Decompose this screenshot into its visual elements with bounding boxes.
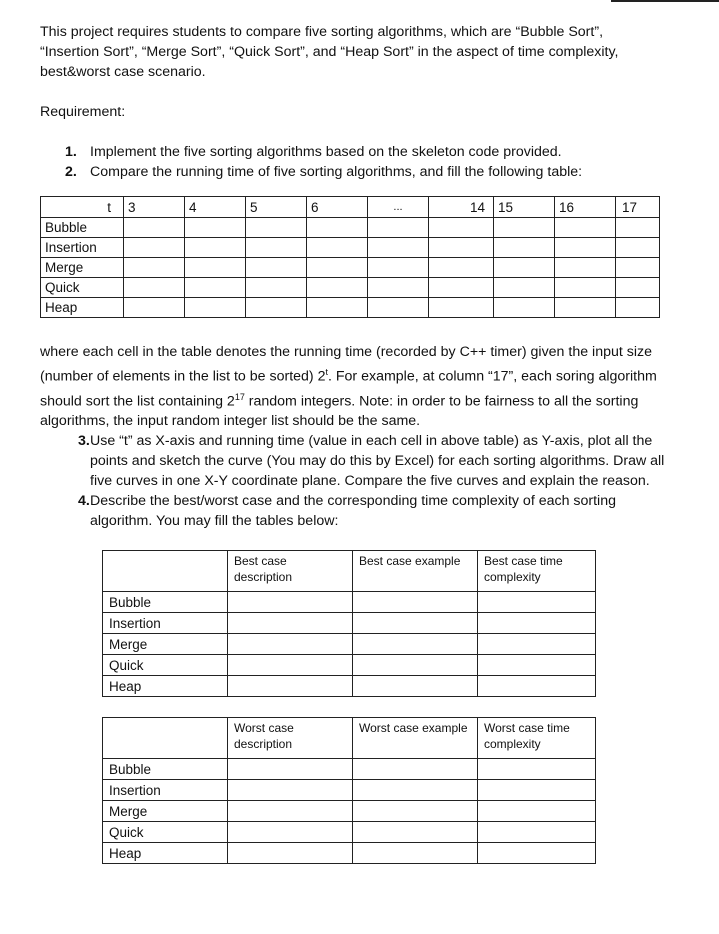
list-item (40, 491, 680, 531)
time-cell[interactable] (616, 258, 660, 278)
answer-cell[interactable] (228, 780, 353, 801)
time-cell[interactable] (307, 278, 368, 298)
worst-case-table (102, 717, 596, 864)
column-header: Worst case description (228, 718, 353, 759)
answer-cell[interactable] (478, 780, 596, 801)
answer-cell[interactable] (478, 592, 596, 613)
time-cell[interactable] (368, 298, 429, 318)
column-header: Best case example (353, 551, 478, 592)
time-cell[interactable] (494, 238, 555, 258)
table-row (103, 592, 596, 613)
answer-cell[interactable] (353, 843, 478, 864)
row-label: Insertion (103, 780, 228, 801)
time-cell[interactable] (246, 278, 307, 298)
time-cell[interactable] (494, 278, 555, 298)
best-case-table (102, 550, 596, 697)
list-number: 1. (65, 144, 77, 160)
list-text: Implement the five sorting algorithms based on the skeleton code provided. (90, 144, 562, 160)
time-cell[interactable] (616, 238, 660, 258)
column-header: Best case time complexity (478, 551, 596, 592)
paragraph-text: where each cell in the table denotes the running time (recorded by C++ timer) given the input size (number of elements in the list to be sorted) 2 (40, 344, 652, 385)
answer-cell[interactable] (353, 780, 478, 801)
answer-cell[interactable] (478, 801, 596, 822)
top-rule (611, 0, 719, 2)
requirement-list (40, 142, 680, 182)
column-header: Best case description (228, 551, 353, 592)
time-cell[interactable] (555, 278, 616, 298)
table-row (41, 298, 660, 318)
time-cell[interactable] (185, 298, 246, 318)
answer-cell[interactable] (353, 676, 478, 697)
table-row (103, 822, 596, 843)
row-label: Merge (103, 801, 228, 822)
list-text: Describe the best/worst case and the corresponding time complexity of each sorting algorithm. You may fill the tables below: (90, 493, 616, 530)
paragraph-text: random integers. Note: in order to be fairness to all the sorting algorithms, the input random integer list should be the same. (40, 393, 639, 430)
answer-cell[interactable] (228, 759, 353, 780)
time-cell[interactable] (124, 298, 185, 318)
answer-cell[interactable] (228, 801, 353, 822)
time-cell[interactable] (494, 258, 555, 278)
column-header: 17 (616, 197, 660, 218)
empty-header-cell (103, 718, 228, 759)
document-page (40, 22, 680, 864)
table-row (103, 613, 596, 634)
column-header: 15 (494, 197, 555, 218)
column-header: 6 (307, 197, 368, 218)
table-row (41, 238, 660, 258)
table-row (41, 278, 660, 298)
time-cell[interactable] (185, 218, 246, 238)
answer-cell[interactable] (478, 655, 596, 676)
requirement-heading: Requirement: (40, 104, 126, 120)
answer-cell[interactable] (353, 613, 478, 634)
table-header-row (103, 551, 596, 592)
t-label-cell: t (41, 197, 124, 218)
time-cell[interactable] (555, 218, 616, 238)
time-cell[interactable] (368, 258, 429, 278)
exponent-t: t (325, 367, 328, 377)
answer-cell[interactable] (353, 655, 478, 676)
time-cell[interactable] (368, 278, 429, 298)
answer-cell[interactable] (478, 822, 596, 843)
time-cell[interactable] (185, 258, 246, 278)
time-cell[interactable] (616, 218, 660, 238)
row-label: Quick (103, 655, 228, 676)
time-cell[interactable] (246, 298, 307, 318)
row-label: Heap (103, 676, 228, 697)
list-text: Use “t” as X-axis and running time (value in each cell in above table) as Y-axis, plot all the points and sketch the curve (You may do this by Excel) for each sorting algorithms. Draw all five curves in one X-Y coordinate plane. Compare the five curves and explain the reason. (90, 433, 665, 490)
time-cell[interactable] (307, 218, 368, 238)
answer-cell[interactable] (228, 655, 353, 676)
time-cell[interactable] (555, 258, 616, 278)
answer-cell[interactable] (478, 676, 596, 697)
time-cell[interactable] (124, 238, 185, 258)
time-cell[interactable] (555, 298, 616, 318)
time-cell[interactable] (246, 238, 307, 258)
answer-cell[interactable] (478, 634, 596, 655)
table-row (103, 676, 596, 697)
time-cell[interactable] (185, 238, 246, 258)
time-cell[interactable] (246, 258, 307, 278)
time-cell[interactable] (429, 258, 494, 278)
time-cell[interactable] (368, 218, 429, 238)
row-label: Quick (41, 278, 124, 298)
table-row (103, 780, 596, 801)
time-cell[interactable] (429, 298, 494, 318)
row-label: Bubble (103, 592, 228, 613)
row-label: Insertion (103, 613, 228, 634)
paragraph-text: . For example, at column “17”, each soring algorithm should sort the list containing 2 (40, 368, 657, 410)
column-header: 3 (124, 197, 185, 218)
list-item (40, 142, 680, 162)
time-cell[interactable] (555, 238, 616, 258)
answer-cell[interactable] (228, 592, 353, 613)
table-row (41, 258, 660, 278)
time-cell[interactable] (616, 278, 660, 298)
row-label: Quick (103, 822, 228, 843)
time-cell[interactable] (429, 278, 494, 298)
answer-cell[interactable] (353, 759, 478, 780)
row-label: Heap (103, 843, 228, 864)
list-number: 3. (78, 433, 90, 450)
time-cell[interactable] (307, 258, 368, 278)
column-header: ... (368, 197, 429, 218)
answer-cell[interactable] (228, 676, 353, 697)
table-row (103, 634, 596, 655)
column-header: 16 (555, 197, 616, 218)
row-label: Merge (103, 634, 228, 655)
column-header: 14 (429, 197, 494, 218)
table-header-row (103, 718, 596, 759)
answer-cell[interactable] (353, 634, 478, 655)
explanation-paragraph (40, 342, 660, 431)
time-cell[interactable] (494, 298, 555, 318)
time-cell[interactable] (124, 258, 185, 278)
answer-cell[interactable] (353, 592, 478, 613)
task-list (40, 431, 680, 531)
time-cell[interactable] (307, 238, 368, 258)
list-item (40, 162, 680, 182)
column-header: 5 (246, 197, 307, 218)
answer-cell[interactable] (228, 634, 353, 655)
row-label: Heap (41, 298, 124, 318)
answer-cell[interactable] (228, 843, 353, 864)
time-cell[interactable] (307, 298, 368, 318)
row-label: Bubble (41, 218, 124, 238)
time-cell[interactable] (368, 238, 429, 258)
list-number: 2. (65, 164, 77, 180)
list-text: Compare the running time of five sorting algorithms, and fill the following table: (90, 164, 583, 180)
answer-cell[interactable] (478, 759, 596, 780)
table-row (103, 843, 596, 864)
exponent-17: 17 (234, 391, 245, 402)
time-cell[interactable] (429, 238, 494, 258)
list-number: 4. (78, 493, 90, 510)
answer-cell[interactable] (478, 843, 596, 864)
empty-header-cell (103, 551, 228, 592)
time-cell[interactable] (616, 298, 660, 318)
time-cell[interactable] (246, 218, 307, 238)
row-label: Insertion (41, 238, 124, 258)
column-header: Worst case time complexity (478, 718, 596, 759)
time-cell[interactable] (124, 278, 185, 298)
timing-table (40, 196, 660, 318)
column-header: Worst case example (353, 718, 478, 759)
table-header-row (41, 197, 660, 218)
row-label: Merge (41, 258, 124, 278)
time-cell[interactable] (429, 218, 494, 238)
answer-cell[interactable] (353, 822, 478, 843)
answer-cell[interactable] (353, 801, 478, 822)
table-row (103, 801, 596, 822)
column-header: 4 (185, 197, 246, 218)
time-cell[interactable] (185, 278, 246, 298)
row-label: Bubble (103, 759, 228, 780)
list-item (40, 431, 680, 491)
intro-paragraph: This project requires students to compare five sorting algorithms, which are “Bubble Sort”, “Insertion Sort”, “Merge Sort”, “Quick Sort”, and “Heap Sort” in the aspect of time complexity, best&worst case scenario. (40, 24, 619, 80)
table-row (103, 655, 596, 676)
time-cell[interactable] (494, 218, 555, 238)
time-cell[interactable] (124, 218, 185, 238)
answer-cell[interactable] (228, 613, 353, 634)
answer-cell[interactable] (228, 822, 353, 843)
answer-cell[interactable] (478, 613, 596, 634)
table-row (103, 759, 596, 780)
table-row (41, 218, 660, 238)
